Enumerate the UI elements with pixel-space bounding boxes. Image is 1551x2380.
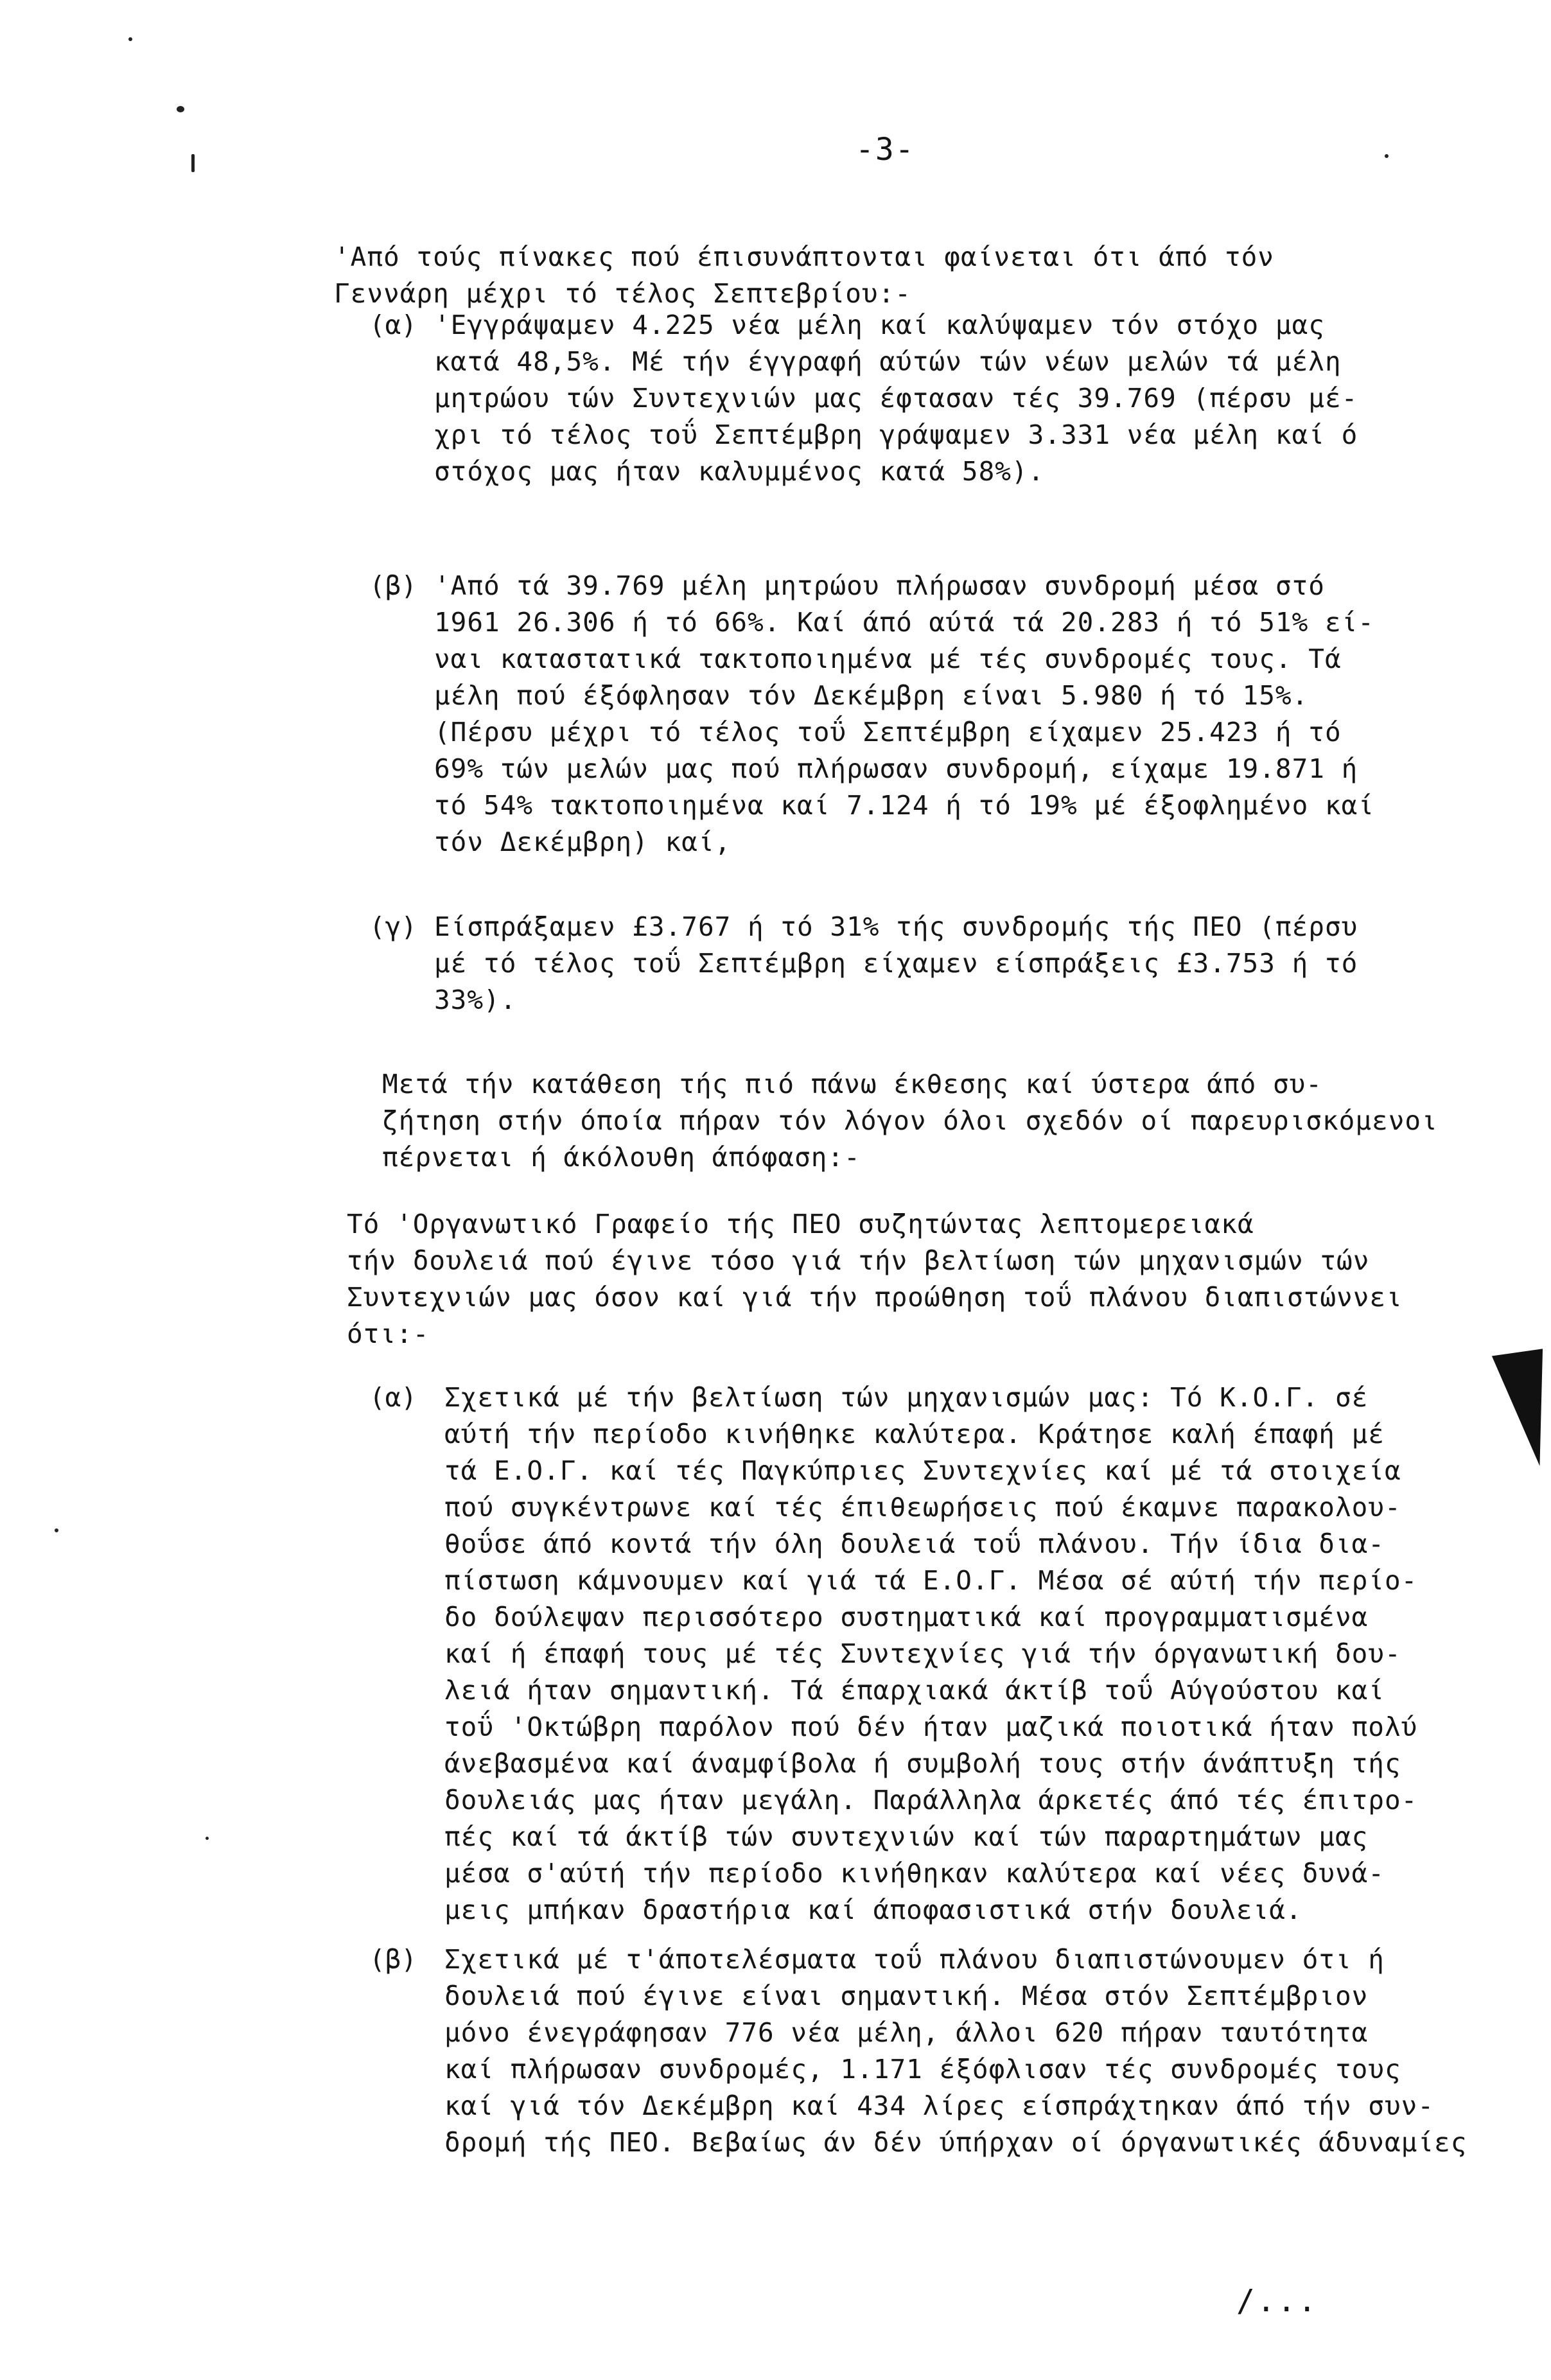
scan-speck xyxy=(177,106,184,112)
item-label: (β) xyxy=(369,570,417,601)
list-item: 'Από τά 39.769 μέλη μητρώου πλήρωσαν συνδρομή μέσα στό 1961 26.306 ή τό 66%. Καί άπό αύτά τά 20.283 ή τό 51% εί- ναι καταστατικά τακτοποιημένα μέ τές συνδρομές τους. Τά μέλη πού έξόφλησαν τόν Δεκέμβρη είναι 5.980 ή τό 15%. (Πέρσυ μέχρι τό τέλος τοΰ Σεπτέμβρη είχαμεν 25.423 ή τό 69% τών μελών μας πού πλήρωσαν συνδρομή, είχαμε 19.871 ή τό 54% τακτοποιημένα καί 7.124 ή τό 19% μέ έξοφλημένο καί τόν Δεκέμβρη) καί, xyxy=(434,570,1374,857)
item-label: (α) xyxy=(369,1382,417,1413)
decision-paragraph: Μετά τήν κατάθεση τής πιό πάνω έκθεσης καί ύστερα άπό συ- ζήτηση στήν όποία πήραν τόν λόγον όλοι σχεδόν οί παρευρισκόμενοι πέρνεται ή άκόλουθη άπόφαση:- xyxy=(382,1069,1438,1173)
list-item: Σχετικά μέ τήν βελτίωση τών μηχανισμών μας: Τό Κ.Ο.Γ. σέ αύτή τήν περίοδο κινήθηκε καλύτερα. Κράτησε καλή έπαφή μέ τά Ε.Ο.Γ. καί τές Παγκύπριες Συντεχνίες καί μέ τά στοιχεία πού συγκέντρωνε καί τές έπιθεωρήσεις πού έκαμνε παρακολου- θοΰσε άπό κοντά τήν όλη δουλειά τοΰ πλάνου. Τήν ίδια δια- πίστωση κάμνουμεν καί γιά τά Ε.Ο.Γ. Μέσα σέ αύτή τήν περίο- δο δούλεψαν περισσότερο συστηματικά καί προγραμματισμένα καί ή έπαφή τους μέ τές Συντεχνίες γιά τήν όργανωτική δου- λειά ήταν σημαντική. Τά έπαρχιακά άκτίβ τοΰ Αύγούστου καί τοΰ 'Οκτώβρη παρόλον πού δέν ήταν μαζικά ποιοτικά ήταν πολύ άνεβασμένα καί άναμφίβολα ή συμβολή τους στήν άνάπτυξη τής δουλειάς μας ήταν μεγάλη. Παράλληλα άρκετές άπό τές έπιτρο- πές καί τά άκτίβ τών συντεχνιών καί τών παραρτημάτων μας μέσα σ'αύτή τήν περίοδο κινήθηκαν καλύτερα καί νέες δυνά- μεις μπήκαν δραστήρια καί άποφασιστικά στήν δουλειά. xyxy=(444,1382,1418,1925)
scan-speck xyxy=(55,1528,58,1532)
item-label: (β) xyxy=(369,1944,417,1975)
continuation-mark: /... xyxy=(1236,2283,1319,2319)
scan-speck xyxy=(128,37,132,41)
list-item: Είσπράξαμεν £3.767 ή τό 31% τής συνδρομής τής ΠΕΟ (πέρσυ μέ τό τέλος τοΰ Σεπτέμβρη είχαμεν είσπράξεις £3.753 ή τό 33%). xyxy=(434,911,1358,1015)
scan-speck xyxy=(191,154,195,172)
scan-speck xyxy=(206,1837,209,1840)
intro-paragraph: 'Από τούς πίνακες πού έπισυνάπτονται φαίνεται ότι άπό τόν Γεννάρη μέχρι τό τέλος Σεπτεβρίου:- xyxy=(334,241,1274,309)
item-label: (γ) xyxy=(369,911,417,942)
scan-edge-mark xyxy=(1492,1349,1551,1470)
page-number: -3- xyxy=(855,132,915,168)
item-label: (α) xyxy=(369,310,417,340)
list-item: Σχετικά μέ τ'άποτελέσματα τοΰ πλάνου διαπιστώνουμεν ότι ή δουλειά πού έγινε είναι σημαντική. Μέσα στόν Σεπτέμβριον μόνο ένεγράφησαν 776 νέα μέλη, άλλοι 620 πήραν ταυτότητα καί πλήρωσαν συνδρομές, 1.171 έξόφλισαν τές συνδρομές τους καί γιά τόν Δεκέμβρη καί 434 λίρες είσπράχτηκαν άπό τήν συν- δρομή τής ΠΕΟ. Βεβαίως άν δέν ύπήρχαν οί όργανωτικές άδυναμίες xyxy=(444,1944,1468,2158)
bureau-paragraph: Τό 'Οργανωτικό Γραφείο τής ΠΕΟ συζητώντας λεπτομερειακά τήν δουλειά πού έγινε τόσο γιά τήν βελτίωση τών μηχανισμών τών Συντεχνιών μας όσον καί γιά τήν προώθηση τοΰ πλάνου διαπιστώννει ότι:- xyxy=(347,1209,1403,1349)
scan-speck xyxy=(1385,154,1389,158)
list-item: 'Εγγράψαμεν 4.225 νέα μέλη καί καλύψαμεν τόν στόχο μας κατά 48,5%. Μέ τήν έγγραφή αύτών τών νέων μελών τά μέλη μητρώου τών Συντεχνιών μας έφτασαν τές 39.769 (πέρσυ μέ- χρι τό τέλος τοΰ Σεπτέμβρη γράψαμεν 3.331 νέα μέλη καί ό στόχος μας ήταν καλυμμένος κατά 58%). xyxy=(434,310,1358,487)
